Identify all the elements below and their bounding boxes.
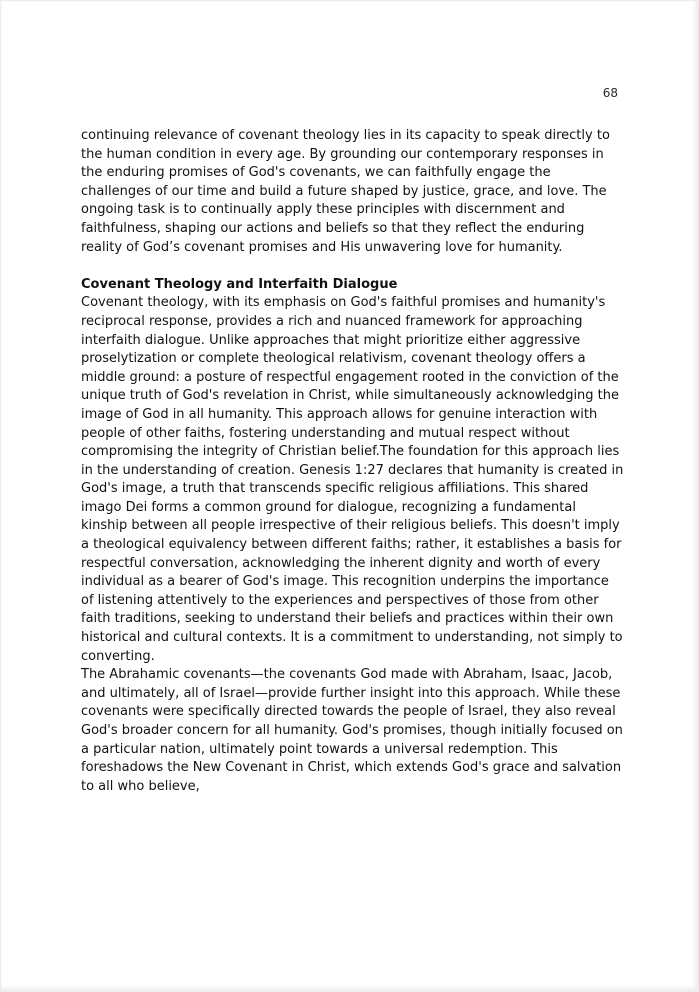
section-heading: Covenant Theology and Interfaith Dialogue — [81, 276, 398, 292]
paragraph-continuation: continuing relevance of covenant theology lies in its capacity to speak directly to the human condition in every age. By grounding our contemporary responses in the enduring promises of God's covenants, we can faithfully engage the challenges of our time and build a future shaped by justice, grace, and love. The ongoing task is to continually apply these principles with discernment and faithfulness, shaping our actions and beliefs so that they reflect the enduring reality of God’s covenant promises and His unwavering love for humanity. — [81, 128, 610, 255]
paragraph-interfaith-dialogue: Covenant theology, with its emphasis on God's faithful promises and humanity's reciprocal response, provides a rich and nuanced framework for approaching interfaith dialogue. Unlike approaches that might prioritize either aggressive proselytization or complete theological relativism, covenant theology offers a middle ground: a posture of respectful engagement rooted in the conviction of the unique truth of God's revelation in Christ, while simultaneously acknowledging the image of God in all humanity. This approach allows for genuine interaction with people of other faiths, fostering understanding and mutual respect without compromising the integrity of Christian belief.The foundation for this approach lies in the understanding of creation. Genesis 1:27 declares that humanity is created in God's image, a truth that transcends specific religious affiliations. This shared imago Dei forms a common ground for dialogue, recognizing a fundamental kinship between all people irrespective of their religious beliefs. This doesn't imply a theological equivalency between different faiths; rather, it establishes a basis for respectful conversation, acknowledging the inherent dignity and worth of every individual as a bearer of God's image. This recognition underpins the importance of listening attentively to the experiences and perspectives of those from other faith traditions, seeking to understand their beliefs and practices within their own historical and cultural contexts. It is a commitment to understanding, not simply to converting. — [81, 295, 624, 664]
page-body — [81, 127, 624, 796]
page-number: 68 — [602, 86, 618, 100]
paragraph-abrahamic-covenants: The Abrahamic covenants—the covenants God made with Abraham, Isaac, Jacob, and ultimately, all of Israel—provide further insight into this approach. While these covenants were specifically directed towards the people of Israel, they also reveal God's broader concern for all humanity. God's promises, though initially focused on a particular nation, ultimately point towards a universal redemption. This foreshadows the New Covenant in Christ, which extends God's grace and salvation to all who believe, — [81, 667, 623, 794]
